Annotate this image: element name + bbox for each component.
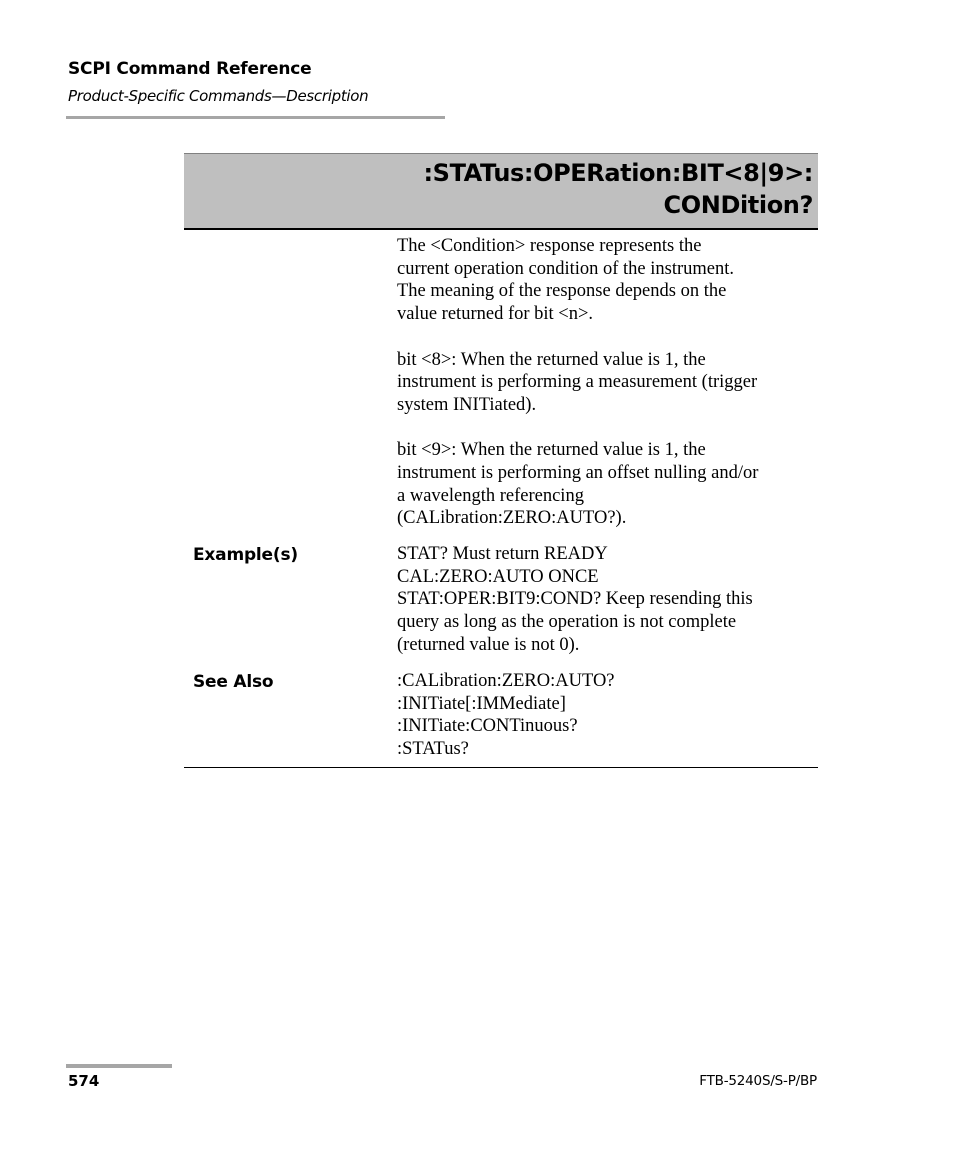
example-line: query as long as the operation is not complete: [397, 612, 737, 633]
examples-label: Example(s): [193, 545, 298, 565]
example-line: CAL:ZERO:AUTO ONCE: [397, 566, 599, 587]
text-line: system INITiated).: [397, 394, 537, 415]
see-also-link[interactable]: :INITiate[:IMMediate]: [397, 693, 566, 714]
section-subtitle: Product-Specific Commands—Description: [68, 87, 369, 105]
section-title: SCPI Command Reference: [68, 59, 312, 79]
see-also-link[interactable]: :STATus?: [397, 739, 469, 760]
page-number: 574: [68, 1072, 100, 1090]
text-line: instrument is performing a measurement (trigger: [397, 372, 758, 393]
description-paragraph: [397, 439, 822, 530]
text-line: bit <9>: When the returned value is 1, the: [397, 440, 706, 461]
text-line: instrument is performing an offset nulling and/or: [397, 463, 759, 483]
example-line: (returned value is not 0).: [397, 634, 580, 655]
text-line: The meaning of the response depends on the: [397, 281, 727, 302]
text-line: a wavelength referencing: [397, 485, 584, 506]
running-head: [68, 58, 445, 106]
footer-rule: [66, 1064, 172, 1068]
text-line: value returned for bit <n>.: [397, 304, 594, 325]
product-name: FTB-5240S/S-P/BP: [699, 1073, 817, 1089]
text-line: bit <8>: When the returned value is 1, the: [397, 349, 706, 370]
header-rule: [66, 116, 445, 119]
description-paragraph: [397, 349, 822, 417]
see-also-body: [397, 670, 822, 761]
see-also-label: See Also: [193, 672, 274, 692]
see-also-link[interactable]: :CALibration:ZERO:AUTO?: [397, 671, 615, 691]
see-also-link[interactable]: :INITiate:CONTinuous?: [397, 716, 578, 737]
command-banner: [184, 153, 818, 230]
text-line: current operation condition of the instrument.: [397, 258, 735, 279]
command-title: :STATus:OPERation:BIT<8|9>: CONDition?: [423, 159, 813, 219]
example-line: STAT? Must return READY: [397, 544, 608, 564]
text-line: The <Condition> response represents the: [397, 236, 702, 256]
description-body: [397, 235, 822, 530]
description-paragraph: [397, 235, 822, 326]
examples-body: [397, 543, 822, 657]
table-bottom-rule: [184, 767, 818, 768]
example-line: STAT:OPER:BIT9:COND? Keep resending this: [397, 589, 753, 610]
text-line: (CALibration:ZERO:AUTO?).: [397, 508, 627, 529]
